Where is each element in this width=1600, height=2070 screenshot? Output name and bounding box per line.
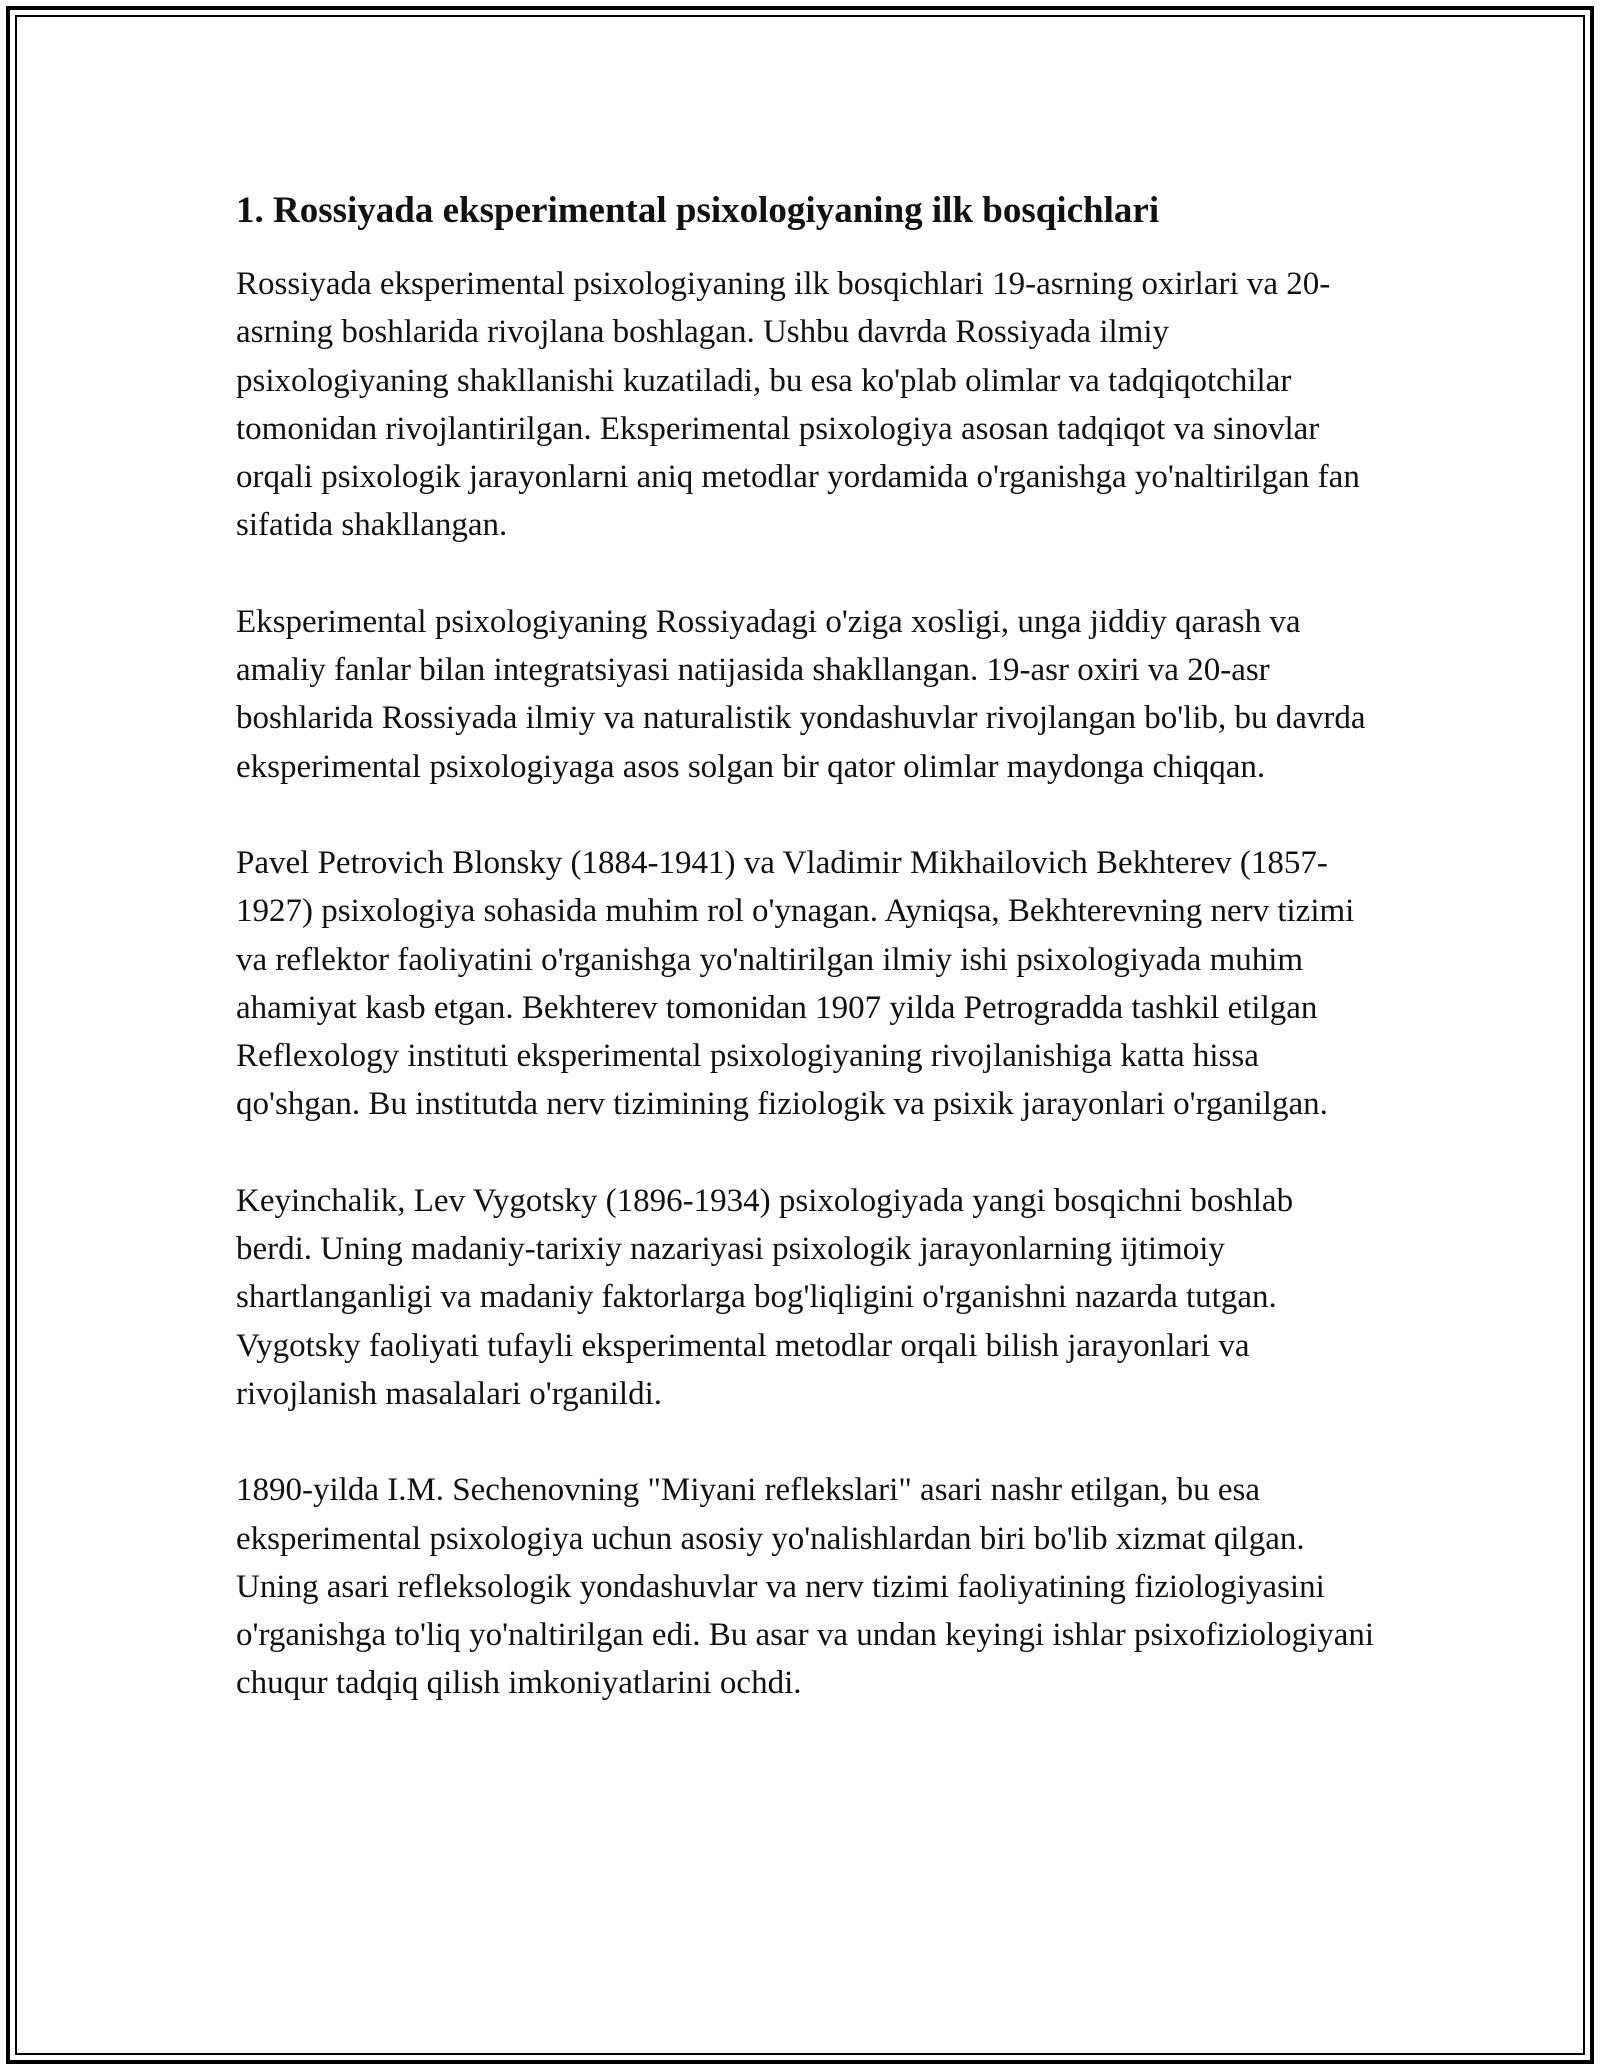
section-heading: 1. Rossiyada eksperimental psixologiyaning ilk bosqichlari <box>236 190 1160 231</box>
paragraph-3: Pavel Petrovich Blonsky (1884-1941) va Vladimir Mikhailovich Bekhterev (1857-1927) psixologiya sohasida muhim rol o'ynagan. Ayniqsa, Bekhterevning nerv tizimi va reflektor faoliyatini o'rganishga yo'naltirilgan ilmiy ishi psixologiyada muhim ahamiyat kasb etgan. Bekhterev tomonidan 1907 yilda Petrogradda tashkil etilgan Reflexology instituti eksperimental psixologiyaning rivojlanishiga katta hissa qo'shgan. Bu institutda nerv tizimining fiziologik va psixik jarayonlari o'rganilgan. <box>236 844 1355 1123</box>
paragraph-5: 1890-yilda I.M. Sechenovning "Miyani reflekslari" asari nashr etilgan, bu esa eksperimental psixologiya uchun asosiy yo'nalishlardan biri bo'lib xizmat qilgan. Uning asari refleksologik yondashuvlar va nerv tizimi faoliyatining fiziologiyasini o'rganishga to'liq yo'naltirilgan edi. Bu asar va undan keyingi ishlar psixofiziologiyani chuqur tadqiq qilish imkoniyatlarini ochdi. <box>236 1472 1375 1702</box>
paragraph-4: Keyinchalik, Lev Vygotsky (1896-1934) psixologiyada yangi bosqichni boshlab berdi. Uning madaniy-tarixiy nazariyasi psixologik jarayonlarning ijtimoiy shartlanganligi va madaniy faktorlarga bog'liqligini o'rganishni nazarda tutgan. Vygotsky faoliyati tufayli eksperimental metodlar orqali bilish jarayonlari va rivojlanish masalalari o'rganildi. <box>236 1182 1294 1412</box>
paragraph-1: Rossiyada eksperimental psixologiyaning ilk bosqichlari 19-asrning oxirlari va 20-asrning boshlarida rivojlana boshlagan. Ushbu davrda Rossiyada ilmiy psixologiyaning shakllanishi kuzatiladi, bu esa ko'plab olimlar va tadqiqotchilar tomonidan rivojlantirilgan. Eksperimental psixologiya asosan tadqiqot va sinovlar orqali psixologik jarayonlarni aniq metodlar yordamida o'rganishga yo'naltirilgan fan sifatida shakllangan. <box>236 266 1360 544</box>
document-body <box>236 186 1376 1756</box>
paragraph-2: Eksperimental psixologiyaning Rossiyadagi o'ziga xosligi, unga jiddiy qarash va amaliy fanlar bilan integratsiyasi natijasida shakllangan. 19-asr oxiri va 20-asr boshlarida Rossiyada ilmiy va naturalistik yondashuvlar rivojlangan bo'lib, bu davrda eksperimental psixologiyaga asos solgan bir qator olimlar maydonga chiqqan. <box>236 603 1366 785</box>
